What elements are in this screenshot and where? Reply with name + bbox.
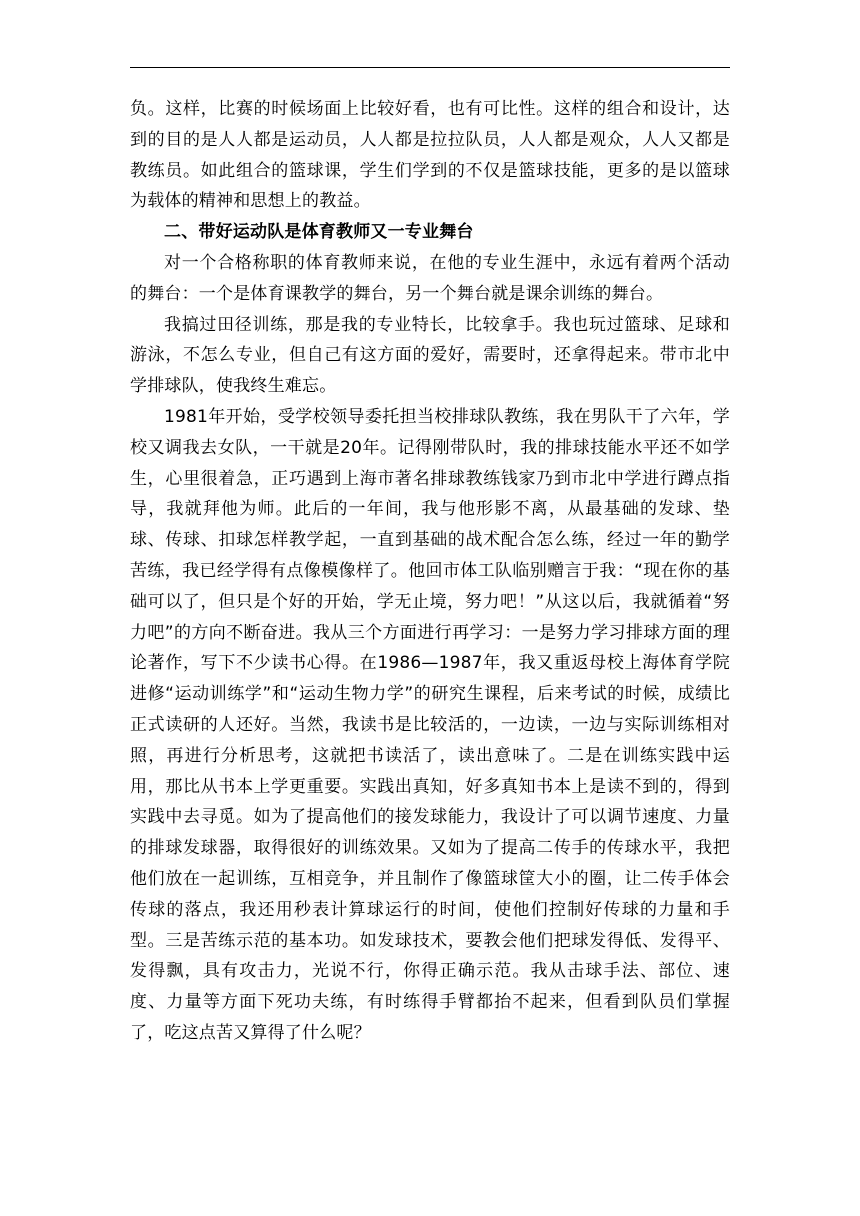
paragraph-personal-experience: 我搞过田径训练，那是我的专业特长，比较拿手。我也玩过篮球、足球和游泳，不怎么专业，但自己有这方面的爱好，需要时，还拿得起来。带市北中学排球队，使我终生难忘。 [130,314,730,397]
paragraph-volleyball-coaching: 1981年开始，受学校领导委托担当校排球队教练，我在男队干了六年，学校又调我去女队，一干就是20年。记得刚带队时，我的排球技能水平还不如学生，心里很着急，正巧遇到上海市著名排球教练钱家乃到市北中学进行蹲点指导，我就拜他为师。此后的一年间，我与他形影不离，从最基础的发球、垫球、传球、扣球怎样教学起，一直到基础的战术配合怎么练，经过一年的勤学苦练，我已经学得有点像模像样了。他回市体工队临别赠言于我：“现在你的基础可以了，但只是个好的开始，学无止境，努力吧！”从这以后，我就循着“努力吧”的方向不断奋进。我从三个方面进行再学习：一是努力学习排球方面的理论著作，写下不少读书心得。在1986—1987年，我又重返母校上海体育学院进修“运动训练学”和“运动生物力学”的研究生课程，后来考试的时候，成绩比正式读研的人还好。当然，我读书是比较活的，一边读，一边与实际训练相对照，再进行分析思考，这就把书读活了，读出意味了。二是在训练实践中运用，那比从书本上学更重要。实践出真知，好多真知书本上是读不到的，得到实践中去寻觅。如为了提高他们的接发球能力，我设计了可以调节速度、力量的排球发球器，取得很好的训练效果。又如为了提高二传手的传球水平，我把他们放在一起训练，互相竞争，并且制作了像篮球筐大小的圈，让二传手体会传球的落点，我还用秒表计算球运行的时间，使他们控制好传球的力量和手型。三是苦练示范的基本功。如发球技术，要教会他们把球发得低、发得平、发得飘，具有攻击力，光说不行，你得正确示范。我从击球手法、部位、速度、力量等方面下死功夫练，有时练得手臂都抬不起来，但看到队员们掌握了，吃这点苦又算得了什么呢？ [130,406,730,1043]
paragraph-continuation: 负。这样，比赛的时候场面上比较好看，也有可比性。这样的组合和设计，达到的目的是人人都是运动员，人人都是拉拉队员，人人都是观众，人人又都是教练员。如此组合的篮球课，学生们学到的不仅是篮球技能，更多的是以篮球为载体的精神和思想上的教益。 [130,99,730,212]
section-heading: 二、带好运动队是体育教师又一专业舞台 [164,222,474,243]
paragraph-two-stages: 对一个合格称职的体育教师来说，在他的专业生涯中，永远有着两个活动的舞台：一个是体育课教学的舞台，另一个舞台就是课余训练的舞台。 [130,252,730,304]
header-rule [130,67,730,68]
body-text [130,94,730,1049]
